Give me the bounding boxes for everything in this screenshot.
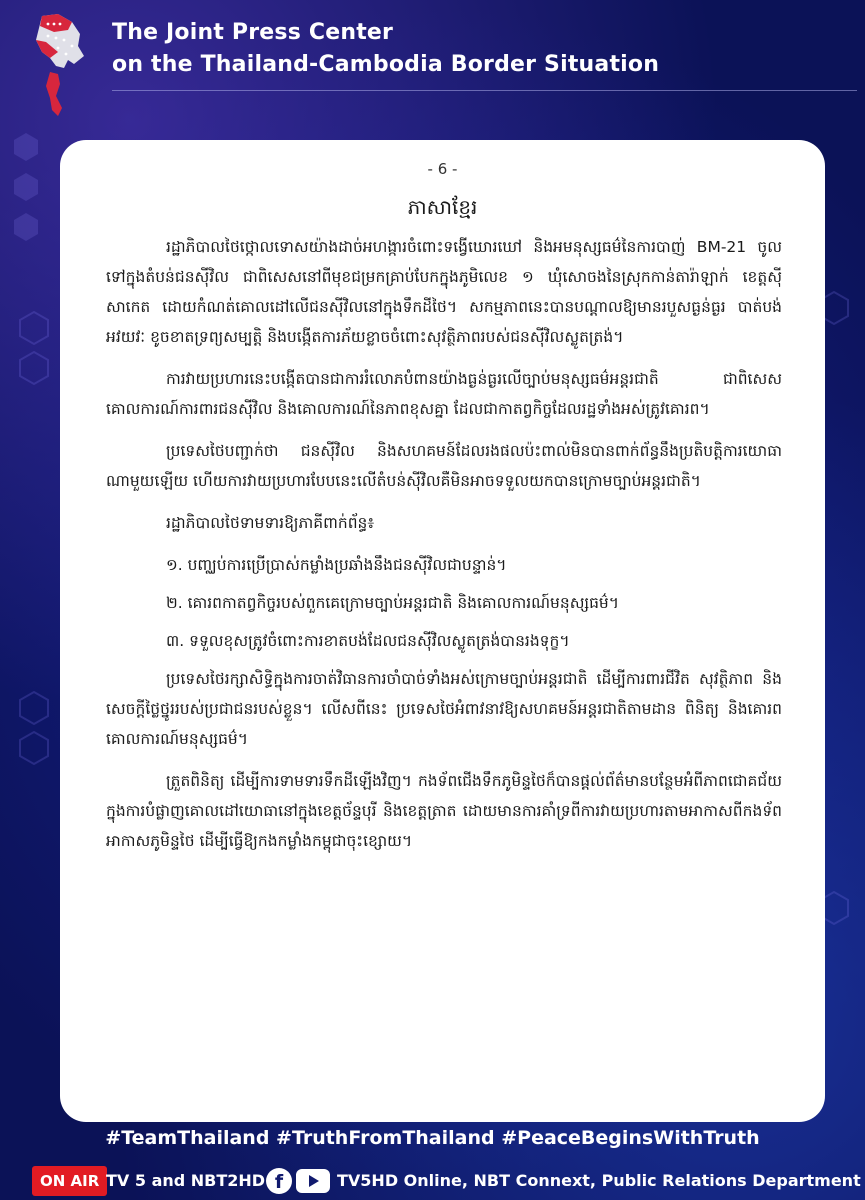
on-air-badge: ON AIR [32, 1166, 107, 1196]
document-heading: ភាសាខ្មែរ [407, 195, 478, 219]
youtube-icon[interactable] [296, 1169, 330, 1193]
footer [0, 1162, 865, 1200]
paragraph: ប្រទេសថៃរក្សាសិទ្ធិក្នុងការចាត់វិធានការចាំបាច់ទាំងអស់ក្រោមច្បាប់អន្តរជាតិ ដើម្បីការពារជីវិត សុវត្ថិភាព និងសេចក្តីថ្លៃថ្នូររបស់ប្រជាជនរបស់ខ្លួន។ លើសពីនេះ ប្រទេសថៃអំពាវនាវឱ្យសហគមន៍អន្តរជាតិតាមដាន ពិនិត្យ និងគោរពគោលការណ៍មនុស្សធម៌។ [106, 670, 782, 748]
document-card [60, 140, 825, 1122]
hashtags: #TeamThailand #TruthFromThailand #PeaceBeginsWithTruth [105, 1127, 760, 1149]
page-number: - 6 - [427, 160, 458, 178]
facebook-icon[interactable]: f [266, 1168, 292, 1194]
header-divider [112, 90, 857, 91]
document-body [106, 232, 782, 868]
paragraph: រដ្ឋាភិបាលថៃថ្កោលទោសយ៉ាងដាច់អហង្ការចំពោះទង្វើឃោរឃៅ និងអមនុស្សធម៌នៃការបាញ់ BM-21 ចូលទៅក្នុងតំបន់ជនស៊ីវិល ជាពិសេសនៅពីមុខជម្រកគ្រាប់បែកក្នុងភូមិលេខ ១ ឃុំសោចងនៃស្រុកកាន់តារ៉ាឡាក់ ខេត្តស៊ីសាកេត ដោយកំណត់គោលដៅលើជនស៊ីវិលនៅក្នុងទឹកដីថៃ។ សកម្មភាពនេះបានបណ្តាលឱ្យមានរបួសធ្ងន់ធ្ងរ បាត់បង់អវយវៈ ខូចខាតទ្រព្យសម្បត្តិ និងបង្កើតការភ័យខ្លាចចំពោះសុវត្ថិភាពរបស់ជនស៊ីវិលស្លូតត្រង់។ [106, 238, 782, 346]
paragraph: ការវាយប្រហារនេះបង្កើតបានជាការរំលោភបំពានយ៉ាងធ្ងន់ធ្ងរលើច្បាប់មនុស្សធម៌អន្តរជាតិ ជាពិសេសគោលការណ៍ការពារជនស៊ីវិល និងគោលការណ៍នៃភាពខុសគ្នា ដែលជាកាតព្វកិច្ចដែលរដ្ឋទាំងអស់ត្រូវគោរព។ [106, 370, 782, 418]
tv-channels: TV 5 and NBT2HD [106, 1171, 266, 1190]
paragraph: ត្រួតពិនិត្យ ដើម្បីការទាមទារទឹកដីឡើងវិញ។ កងទ័ពជើងទឹកភូមិន្ទថៃក៏បានផ្តល់ព័ត៌មានបន្ថែមអំពីភាពជោគជ័យក្នុងការបំផ្លាញគោលដៅយោធានៅក្នុងខេត្តច័ន្ទបុរី និងខេត្តត្រាត ដោយមានការគាំទ្រពីការវាយប្រហារតាមអាកាសពីកងទ័ពអាកាសភូមិន្ទថៃ ដើម្បីធ្វើឱ្យកងកម្លាំងកម្ពុជាចុះខ្សោយ។ [106, 772, 782, 850]
online-channels: TV5HD Online, NBT Connext, Public Relations Department [337, 1171, 861, 1190]
demand-item: ២. គោរពកាតព្វកិច្ចរបស់ពួកគេក្រោមច្បាប់អន្តរជាតិ និងគោលការណ៍មនុស្សធម៌។ [166, 594, 619, 612]
header-title-line-2: on the Thailand-Cambodia Border Situation [112, 52, 660, 77]
demand-item: ១. បញ្ឈប់ការប្រើប្រាស់កម្លាំងប្រឆាំងនឹងជនស៊ីវិលជាបន្ទាន់។ [166, 556, 507, 574]
paragraph: រដ្ឋាភិបាលថៃទាមទារឱ្យភាគីពាក់ព័ន្ធ៖ [166, 514, 375, 532]
thailand-map-logo-icon [28, 12, 92, 120]
demand-item: ៣. ទទួលខុសត្រូវចំពោះការខាតបង់ដែលជនស៊ីវិលស្លូតត្រង់បានរងទុក្ខ។ [166, 632, 570, 650]
header [0, 0, 865, 118]
paragraph: ប្រទេសថៃបញ្ជាក់ថា ជនស៊ីវិល និងសហគមន៍ដែលរងផលប៉ះពាល់មិនបានពាក់ព័ន្ធនឹងប្រតិបត្តិការយោធាណាមួយឡើយ ហើយការវាយប្រហារបែបនេះលើតំបន់ស៊ីវិលគឺមិនអាចទទួលយកបានក្រោមច្បាប់អន្តរជាតិ។ [106, 442, 782, 490]
header-title-line-1: The Joint Press Center [112, 20, 394, 45]
